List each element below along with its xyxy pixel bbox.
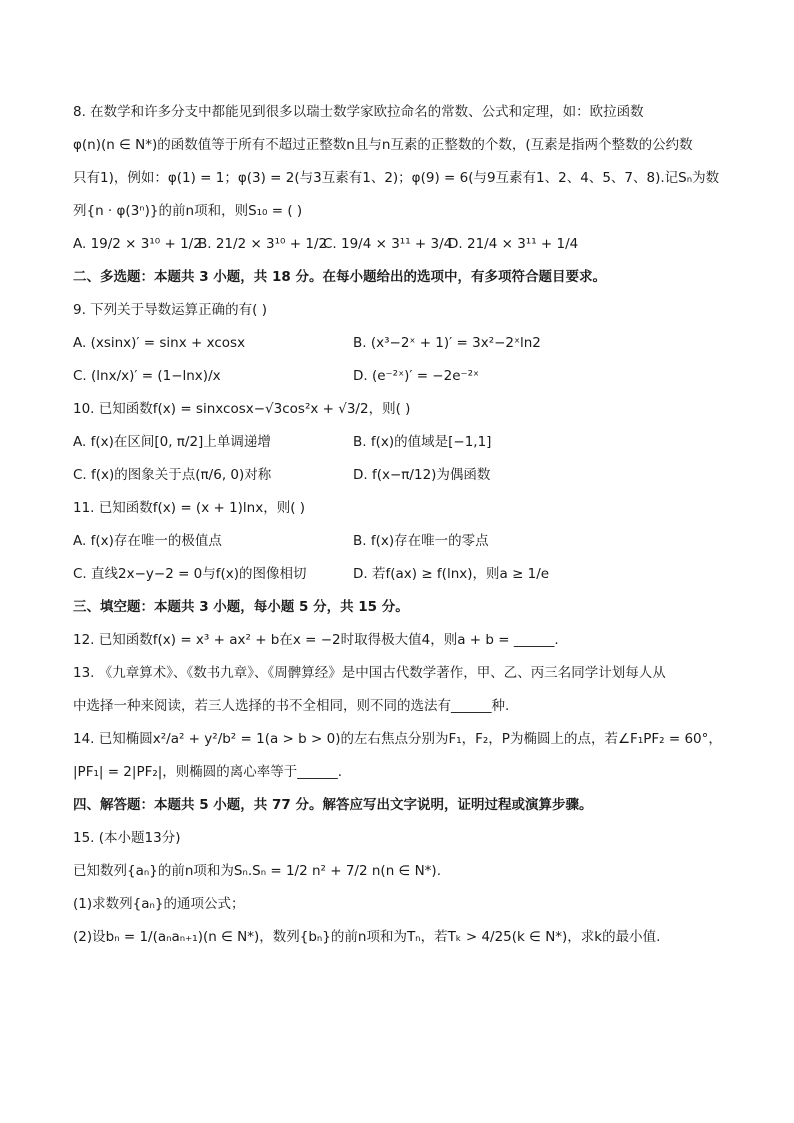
q9-option-a: A. (xsinx)′ = sinx + xcosx xyxy=(73,335,246,351)
q11-options-row-1 xyxy=(73,530,733,552)
q15-title: 15. (本小题13分) xyxy=(73,830,181,846)
q8-option-d: D. 21/4 × 3¹¹ + 1/4 xyxy=(448,236,579,252)
q11-option-a: A. f(x)存在唯一的极值点 xyxy=(73,533,222,549)
q11-stem: 11. 已知函数f(x) = (x + 1)lnx，则( ) xyxy=(73,500,306,516)
q10-options-row-2 xyxy=(73,464,733,486)
q10-option-a: A. f(x)在区间[0, π/2]上单调递增 xyxy=(73,434,271,450)
q8-line-2: φ(n)(n ∈ N*)的函数值等于所有不超过正整数n且与n互素的正整数的个数，(互素是指两个整数的公约数 xyxy=(73,137,693,153)
q11-option-b: B. f(x)存在唯一的零点 xyxy=(353,533,489,549)
question-8 xyxy=(73,101,733,255)
q8-option-c: C. 19/4 × 3¹¹ + 3/4 xyxy=(323,236,453,252)
q8-line-1: 8. 在数学和许多分支中都能见到很多以瑞士数学家欧拉命名的常数、公式和定理，如：欧拉函数 xyxy=(73,104,644,120)
exam-content xyxy=(73,101,733,948)
question-9 xyxy=(73,299,733,387)
q8-line-3: 只有1)，例如：φ(1) = 1；φ(3) = 2(与3互素有1、2)；φ(9) = 6(与9互素有1、2、4、5、7、8).记Sₙ为数 xyxy=(73,170,720,186)
question-13 xyxy=(73,662,733,717)
q10-stem: 10. 已知函数f(x) = sinxcosx−√3cos²x + √3/2，则( ) xyxy=(73,401,411,417)
q9-option-c: C. (lnx/x)′ = (1−lnx)/x xyxy=(73,368,221,384)
question-11 xyxy=(73,497,733,585)
q11-option-c: C. 直线2x−y−2 = 0与f(x)的图像相切 xyxy=(73,566,307,582)
section-3-heading: 三、填空题：本题共 3 小题，每小题 5 分，共 15 分。 xyxy=(73,599,409,615)
question-14 xyxy=(73,728,733,783)
q14-line-2: |PF₁| = 2|PF₂|，则椭圆的离心率等于______. xyxy=(73,764,343,780)
q9-stem: 9. 下列关于导数运算正确的有( ) xyxy=(73,302,267,318)
q11-option-d: D. 若f(ax) ≥ f(lnx)，则a ≥ 1/e xyxy=(353,566,550,582)
q8-line-4: 列{n · φ(3ⁿ)}的前n项和，则S₁₀ = ( ) xyxy=(73,203,303,219)
q8-options xyxy=(73,233,733,255)
q10-option-b: B. f(x)的值域是[−1,1] xyxy=(353,434,492,450)
q10-option-c: C. f(x)的图象关于点(π/6, 0)对称 xyxy=(73,467,272,483)
q9-options-row-2 xyxy=(73,365,733,387)
q10-option-d: D. f(x−π/12)为偶函数 xyxy=(353,467,491,483)
question-15 xyxy=(73,827,733,948)
q11-options-row-2 xyxy=(73,563,733,585)
q8-option-b: B. 21/2 × 3¹⁰ + 1/2 xyxy=(198,236,328,252)
q13-line-2: 中选择一种来阅读，若三人选择的书不全相同，则不同的选法有______种. xyxy=(73,698,510,714)
q8-option-a: A. 19/2 × 3¹⁰ + 1/2 xyxy=(73,236,202,252)
section-4-heading: 四、解答题：本题共 5 小题，共 77 分。解答应写出文字说明，证明过程或演算步骤。 xyxy=(73,797,593,813)
q9-option-d: D. (e⁻²ˣ)′ = −2e⁻²ˣ xyxy=(353,368,480,384)
q9-options-row-1 xyxy=(73,332,733,354)
q15-part-1: (1)求数列{aₙ}的通项公式； xyxy=(73,896,245,912)
q15-stem: 已知数列{aₙ}的前n项和为Sₙ.Sₙ = 1/2 n² + 7/2 n(n ∈ N*). xyxy=(73,863,441,879)
section-2-heading: 二、多选题：本题共 3 小题，共 18 分。在每小题给出的选项中，有多项符合题目要求。 xyxy=(73,269,606,285)
q9-option-b: B. (x³−2ˣ + 1)′ = 3x²−2ˣln2 xyxy=(353,335,541,351)
question-10 xyxy=(73,398,733,486)
q14-line-1: 14. 已知椭圆x²/a² + y²/b² = 1(a > b > 0)的左右焦点分别为F₁，F₂，P为椭圆上的点，若∠F₁PF₂ = 60°， xyxy=(73,731,722,747)
question-12: 12. 已知函数f(x) = x³ + ax² + b在x = −2时取得极大值4，则a + b = ______. xyxy=(73,632,559,648)
q15-part-2: (2)设bₙ = 1/(aₙaₙ₊₁)(n ∈ N*)，数列{bₙ}的前n项和为Tₙ，若Tₖ > 4/25(k ∈ N*)，求k的最小值. xyxy=(73,929,661,945)
q10-options-row-1 xyxy=(73,431,733,453)
q13-line-1: 13. 《九章算术》、《数书九章》、《周髀算经》是中国古代数学著作，甲、乙、丙三名同学计划每人从 xyxy=(73,665,666,681)
